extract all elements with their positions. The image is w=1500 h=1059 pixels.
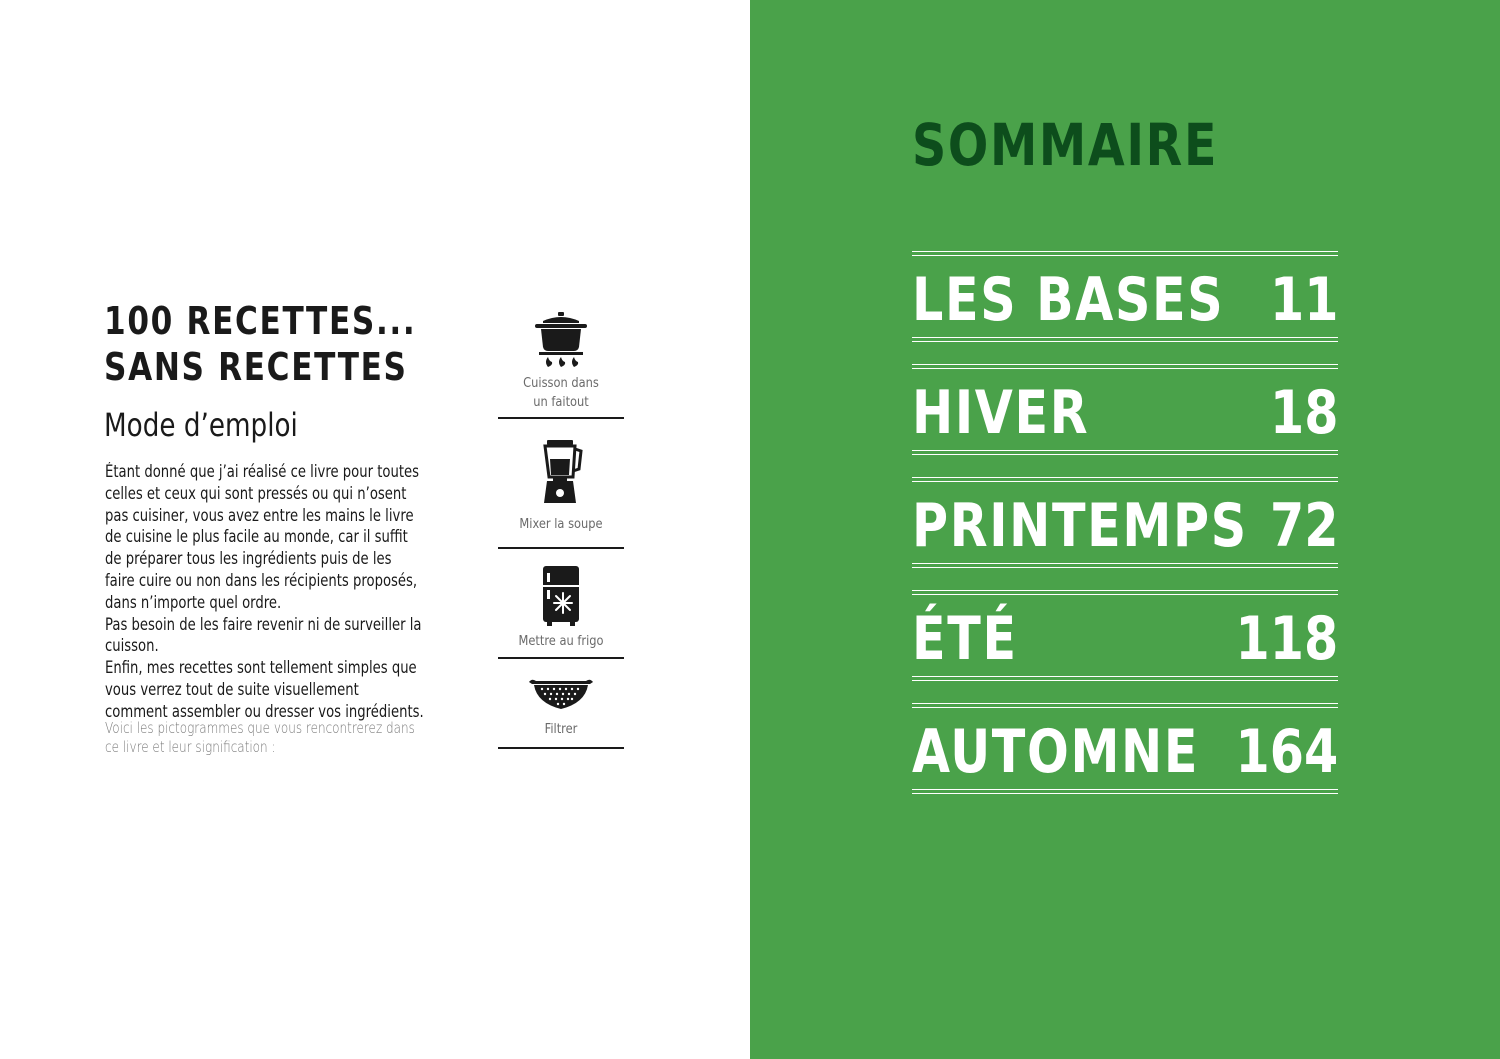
toc-entry-page: 164 [1235, 717, 1338, 787]
paragraph: Enfin, mes recettes sont tellement simples que vous verrez tout de suite visuellement comment assembler ou dresser vos ingrédients. [105, 658, 424, 721]
right-page [750, 0, 1500, 1059]
pictogram-fridge [498, 549, 624, 659]
toc-divider [912, 450, 1338, 455]
pictogram-colander [498, 659, 624, 749]
title-line-1: 100 RECETTES... [104, 299, 417, 343]
toc-divider [912, 477, 1338, 482]
toc-divider [912, 563, 1338, 568]
toc-entry-label: ÉTÉ [912, 604, 1018, 674]
blender-icon [539, 439, 583, 505]
toc-entry-page: 18 [1269, 378, 1338, 448]
cooking-pot-icon [531, 309, 591, 369]
sommaire-title: SOMMAIRE [912, 111, 1219, 179]
pictogram-label [506, 375, 617, 412]
toc-divider [912, 337, 1338, 342]
table-of-contents [912, 251, 1338, 816]
toc-divider [912, 676, 1338, 681]
pictogram-legend [498, 305, 624, 749]
pictogram-cooking [498, 305, 624, 419]
toc-divider [912, 251, 1338, 256]
toc-divider [912, 703, 1338, 708]
pictogram-label: Mettre au frigo [518, 634, 604, 649]
label-line: un faitout [533, 394, 589, 410]
pictogram-label: Filtrer [544, 722, 578, 737]
toc-entry-page: 72 [1269, 491, 1338, 561]
subtitle: Mode d’emploi [104, 406, 298, 444]
colander-icon [528, 677, 594, 711]
pictogram-blender [498, 419, 624, 549]
paragraph: Étant donné que j’ai réalisé ce livre pour toutes celles et ceux qui sont pressés ou qui n’osent pas cuisiner, vous avez entre les mains le livre de cuisine le plus facile au monde, car il suffit de préparer tous les ingrédients puis de les faire cuire ou non dans les récipients proposés, dans n’importe quel ordre. [105, 462, 420, 612]
fridge-icon [541, 565, 581, 627]
toc-entry-hiver[interactable] [912, 364, 1338, 477]
paragraph: Pas besoin de les faire revenir ni de surveiller la cuisson. [105, 614, 422, 656]
toc-entry-ete[interactable] [912, 590, 1338, 703]
pictogram-note: Voici les pictogrammes que vous rencontrerez dans ce livre et leur signification : [105, 719, 415, 756]
intro-text [105, 461, 425, 723]
toc-entry-label: PRINTEMPS [912, 491, 1248, 561]
pictogram-label: Mixer la soupe [519, 517, 603, 532]
toc-divider [912, 364, 1338, 369]
toc-entry-page: 118 [1235, 604, 1338, 674]
toc-divider [912, 590, 1338, 595]
toc-entry-les-bases[interactable] [912, 251, 1338, 364]
toc-entry-label: AUTOMNE [912, 717, 1200, 787]
toc-entry-automne[interactable] [912, 703, 1338, 816]
toc-entry-label: HIVER [912, 378, 1090, 448]
toc-entry-page: 11 [1269, 265, 1338, 335]
toc-entry-printemps[interactable] [912, 477, 1338, 590]
toc-divider [912, 789, 1338, 794]
toc-entry-label: LES BASES [912, 265, 1225, 335]
title-line-2: SANS RECETTES [104, 345, 408, 389]
page-title [104, 298, 416, 390]
label-line: Cuisson dans [523, 376, 599, 391]
